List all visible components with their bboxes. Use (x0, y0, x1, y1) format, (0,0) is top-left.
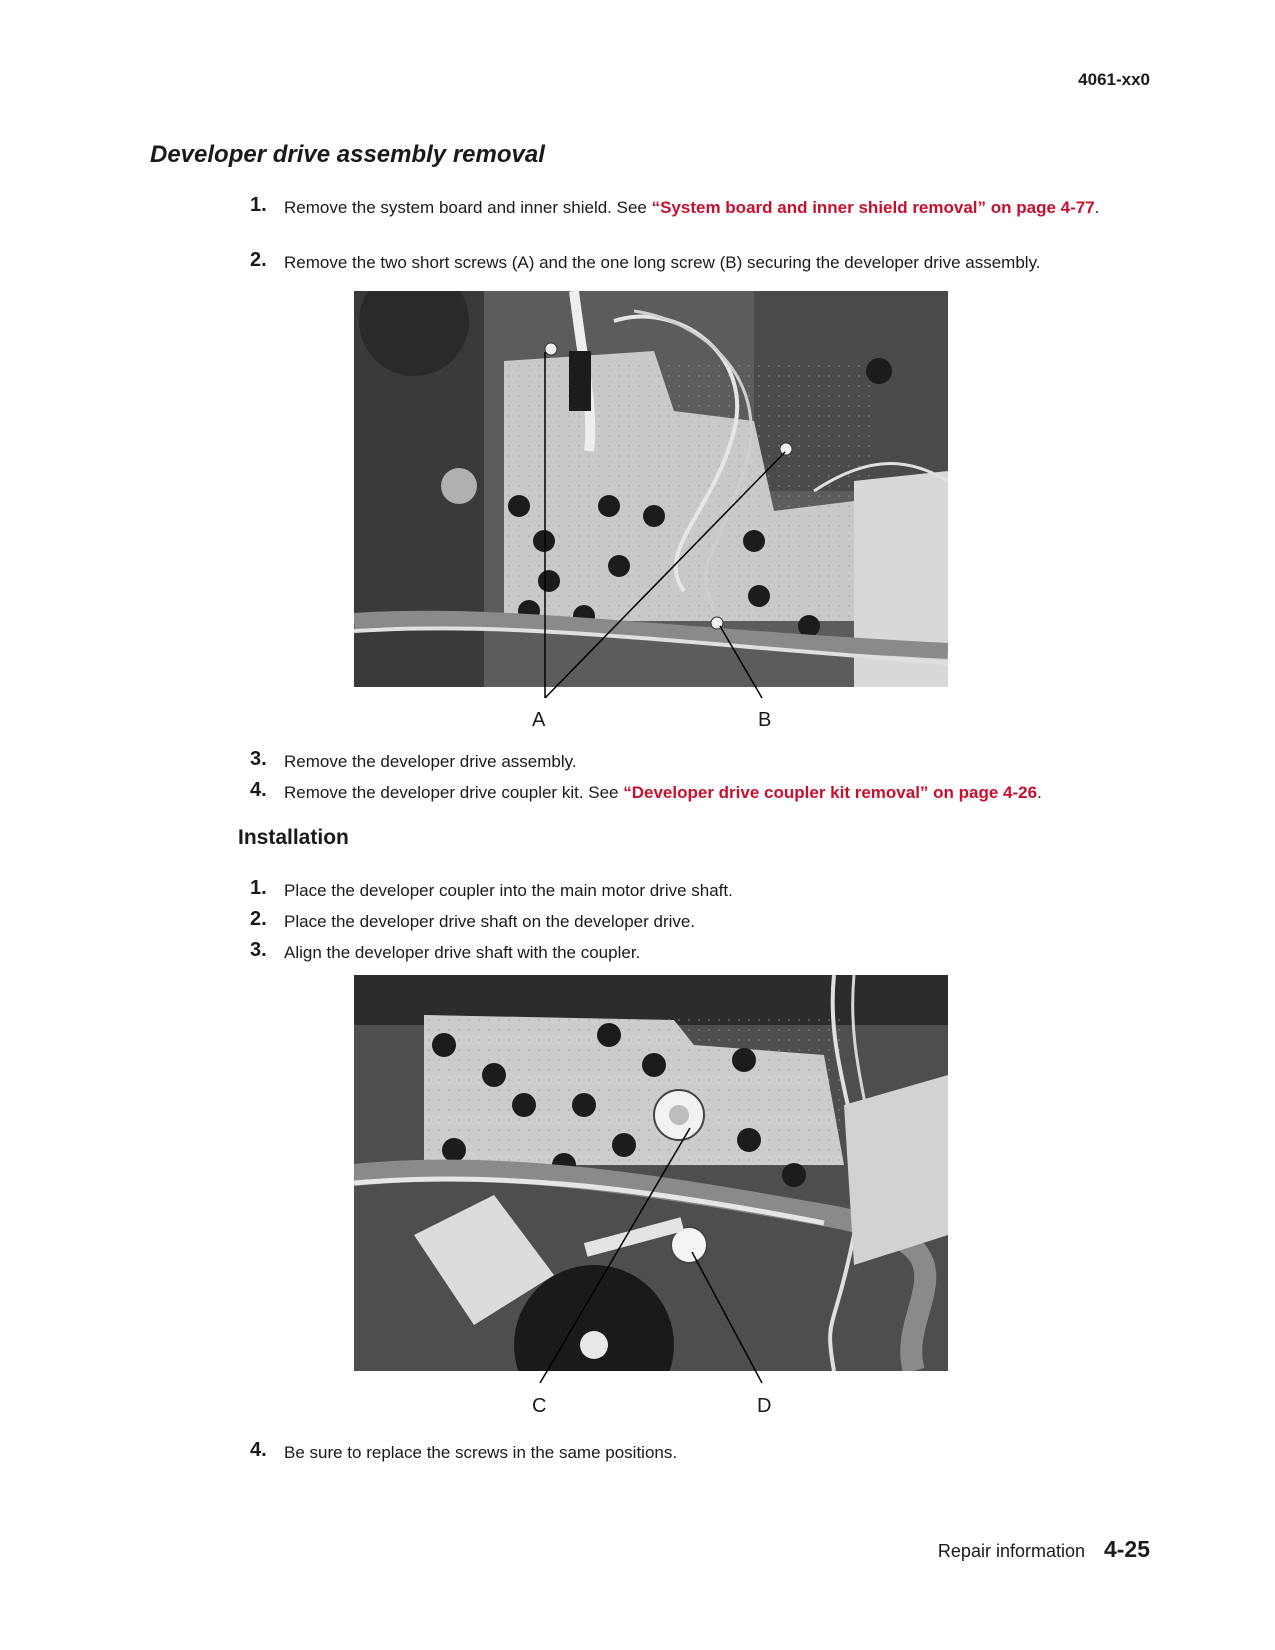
step-number: 1. (250, 877, 267, 899)
step-text: Align the developer drive shaft with the coupler. (284, 943, 641, 962)
installation-step-3 (250, 941, 1120, 964)
step-number: 1. (250, 194, 267, 216)
installation-step-4 (250, 1441, 1120, 1464)
step-number: 2. (250, 249, 267, 271)
coupler-kit-removal-link[interactable]: “Developer drive coupler kit removal” on page 4-26 (623, 783, 1038, 802)
developer-coupler-installation-photo (354, 975, 948, 1371)
step-number: 3. (250, 748, 267, 770)
step-text: Remove the developer drive assembly. (284, 752, 577, 771)
removal-step-2 (250, 251, 1120, 274)
installation-step-1 (250, 879, 1120, 902)
callout-label-a: A (532, 709, 546, 731)
step-text: Place the developer coupler into the main motor drive shaft. (284, 881, 733, 900)
removal-step-3 (250, 750, 1120, 773)
callout-label-b: B (758, 709, 772, 731)
step-text: Remove the two short screws (A) and the one long screw (B) securing the developer drive assembly. (284, 253, 1041, 272)
footer-section-name: Repair information (937, 1541, 1085, 1561)
step-text: Remove the system board and inner shield. See (284, 198, 652, 217)
document-model-number: 4061-xx0 (1078, 70, 1150, 89)
step-text: Place the developer drive shaft on the developer drive. (284, 912, 696, 931)
step-number: 4. (250, 779, 267, 801)
callout-label-c: C (532, 1395, 547, 1417)
developer-drive-assembly-photo (354, 291, 948, 687)
step-number: 2. (250, 908, 267, 930)
step-number: 3. (250, 939, 267, 961)
section-title: Developer drive assembly removal (150, 141, 545, 168)
step-text: Remove the developer drive coupler kit. See (284, 783, 624, 802)
installation-step-2 (250, 910, 1120, 933)
system-board-removal-link[interactable]: “System board and inner shield removal” on page 4-77 (651, 198, 1095, 217)
callout-label-d: D (757, 1395, 772, 1417)
step-text: Be sure to replace the screws in the same positions. (284, 1443, 678, 1462)
step-number: 4. (250, 1439, 267, 1461)
page-number: 4-25 (1103, 1536, 1150, 1562)
removal-step-4: 4. Remove the developer drive coupler kit. See “Developer drive coupler kit removal” on page 4-26. (250, 779, 1042, 802)
installation-heading: Installation (238, 826, 349, 849)
removal-step-1: 1. Remove the system board and inner shield. See “System board and inner shield removal” on page 4-77. (250, 194, 1100, 217)
